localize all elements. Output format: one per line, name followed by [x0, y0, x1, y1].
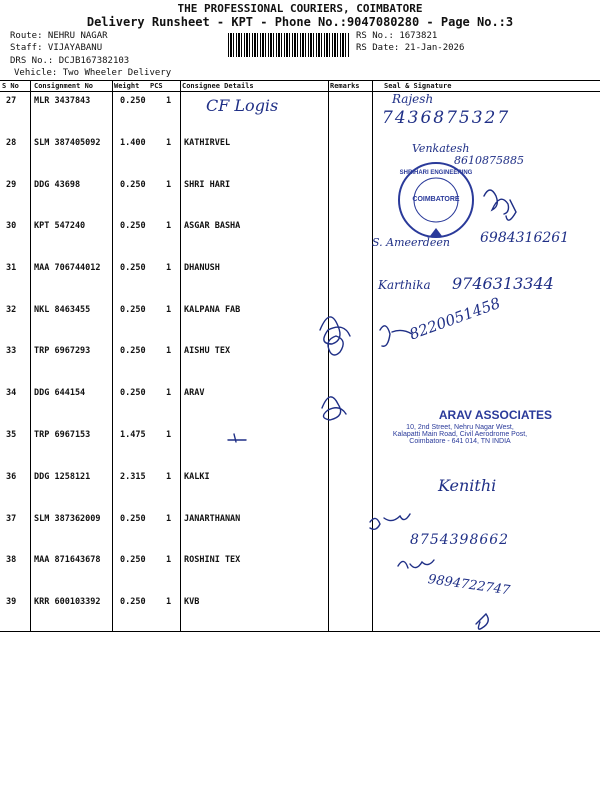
row-weight: 0.250 [120, 597, 146, 607]
row-sno: 32 [6, 305, 17, 315]
row-pcs: 1 [166, 597, 172, 607]
row-weight: 0.250 [120, 221, 146, 231]
row-consignee: KVB [184, 597, 200, 607]
handwritten-phone: 7436875327 [382, 108, 511, 128]
row-consignment: NKL 8463455 [34, 305, 91, 315]
handwritten-receiver: Karthika [378, 278, 431, 292]
row-sno: 36 [6, 472, 17, 482]
handwritten-signature: Kenithi [438, 476, 497, 495]
row-consignee: ASGAR BASHA [184, 221, 241, 231]
col-header-consignment: Consignment No [34, 82, 94, 90]
row-consignment: MLR 3437843 [34, 96, 91, 106]
row-weight: 0.250 [120, 180, 146, 190]
seal-center-text: COIMBATORE [412, 196, 460, 203]
runsheet-subtitle: Delivery Runsheet - KPT - Phone No.:9047080280 - Page No.:3 [86, 15, 514, 29]
col-header-weight: Weight [114, 82, 140, 90]
runsheet-title: THE PROFESSIONAL COURIERS, COIMBATORE [177, 2, 423, 15]
vehicle-label: Vehicle: Two Wheeler Delivery [14, 68, 172, 78]
row-pcs: 1 [166, 180, 172, 190]
signature-row35 [228, 434, 246, 442]
signature-row39 [476, 614, 488, 629]
signature-row32 [320, 317, 350, 344]
row-consignee: KALPANA FAB [184, 305, 241, 315]
row-consignee: KATHIRVEL [184, 138, 231, 148]
row-consignment: DDG 43698 [34, 180, 81, 190]
row-pcs: 1 [166, 138, 172, 148]
row-weight: 0.250 [120, 514, 146, 524]
drs-number: DRS No.: DCJB167382103 [10, 56, 130, 66]
handwritten-receiver: Rajesh [392, 92, 434, 106]
row-consignee: ROSHINI TEX [184, 555, 241, 565]
row-pcs: 1 [166, 263, 172, 273]
row-pcs: 1 [166, 555, 172, 565]
row-pcs: 1 [166, 388, 172, 398]
row-consignment: SLM 387362009 [34, 514, 101, 524]
row-weight: 0.250 [120, 555, 146, 565]
signature-row33b [328, 336, 343, 355]
row-sno: 27 [6, 96, 17, 106]
row-weight: 0.250 [120, 263, 146, 273]
row-sno: 38 [6, 555, 17, 565]
row-consignee: JANARTHANAN [184, 514, 241, 524]
row-consignment: KPT 547240 [34, 221, 86, 231]
row-weight: 0.250 [120, 388, 146, 398]
handwritten-signature: S. Ameerdeen [372, 236, 450, 249]
shrihari-seal [396, 160, 476, 240]
col-header-pcs: PCS [150, 82, 163, 90]
row-consignment: TRP 6967293 [34, 346, 91, 356]
seal-top-text: SHRIHARI ENGINEERING [399, 170, 473, 176]
handwritten-phone: 8754398662 [410, 532, 510, 548]
row-sno: 29 [6, 180, 17, 190]
handwritten-phone: 8220051458 [406, 293, 503, 344]
row-consignment: TRP 6967153 [34, 430, 91, 440]
row-consignment: MAA 706744012 [34, 263, 101, 273]
handwritten-phone: 8610875885 [454, 154, 524, 167]
row-weight: 1.475 [120, 430, 146, 440]
row-pcs: 1 [166, 430, 172, 440]
staff-label: Staff: VIJAYABANU [10, 43, 103, 53]
row-pcs: 1 [166, 305, 172, 315]
handwritten-phone: 6984316261 [480, 230, 570, 246]
row-weight: 2.315 [120, 472, 146, 482]
handwritten-phone: 9746313344 [452, 274, 554, 293]
signature-row33 [380, 326, 412, 346]
rs-date: RS Date: 21-Jan-2026 [356, 43, 465, 53]
col-header-consignee: Consignee Details [182, 82, 254, 90]
row-consignee: DHANUSH [184, 263, 220, 273]
row-sno: 35 [6, 430, 17, 440]
row-consignee: SHRI HARI [184, 180, 231, 190]
signature-row37 [370, 514, 410, 529]
row-pcs: 1 [166, 514, 172, 524]
col-header-seal: Seal & Signature [384, 82, 452, 90]
stamp-address-line1: 10, 2nd Street, Nehru Nagar West, [406, 424, 514, 431]
row-consignee: AISHU TEX [184, 346, 231, 356]
stamp-company-name: ARAV ASSOCIATES [438, 408, 552, 422]
row-pcs: 1 [166, 96, 172, 106]
row-weight: 0.250 [120, 305, 146, 315]
row-pcs: 1 [166, 472, 172, 482]
row-sno: 34 [6, 388, 17, 398]
row-pcs: 1 [166, 346, 172, 356]
signature-row34 [322, 397, 346, 420]
handwritten-phone: 9894722747 [426, 572, 511, 599]
col-header-remarks: Remarks [330, 82, 360, 90]
row-consignment: MAA 871643678 [34, 555, 101, 565]
row-consignment: DDG 644154 [34, 388, 86, 398]
signature-row29 [484, 190, 516, 220]
signature-row38 [398, 560, 434, 568]
row-weight: 1.400 [120, 138, 146, 148]
row-consignment: KRR 600103392 [34, 597, 101, 607]
row-sno: 30 [6, 221, 17, 231]
row-pcs: 1 [166, 221, 172, 231]
stamp-address-line3: Coimbatore - 641 014, TN INDIA [409, 438, 511, 445]
row-sno: 37 [6, 514, 17, 524]
row-weight: 0.250 [120, 346, 146, 356]
rs-number: RS No.: 1673821 [356, 31, 438, 41]
row-sno: 33 [6, 346, 17, 356]
row-weight: 0.250 [120, 96, 146, 106]
col-header-sno: S No [2, 82, 19, 90]
handwritten-receiver: Venkatesh [412, 142, 470, 155]
row-sno: 28 [6, 138, 17, 148]
row-sno: 31 [6, 263, 17, 273]
row-consignee: KALKI [184, 472, 210, 482]
stamp-address-line2: Kalapatti Main Road, Civil Aerodrome Post, [392, 431, 528, 438]
row-sno: 39 [6, 597, 17, 607]
row-consignment: SLM 387405092 [34, 138, 101, 148]
arav-stamp [368, 408, 552, 445]
handwritten-consignee: CF Logis [206, 96, 279, 115]
route-label: Route: NEHRU NAGAR [10, 31, 108, 41]
row-consignment: DDG 1258121 [34, 472, 91, 482]
row-consignee: ARAV [184, 388, 205, 398]
